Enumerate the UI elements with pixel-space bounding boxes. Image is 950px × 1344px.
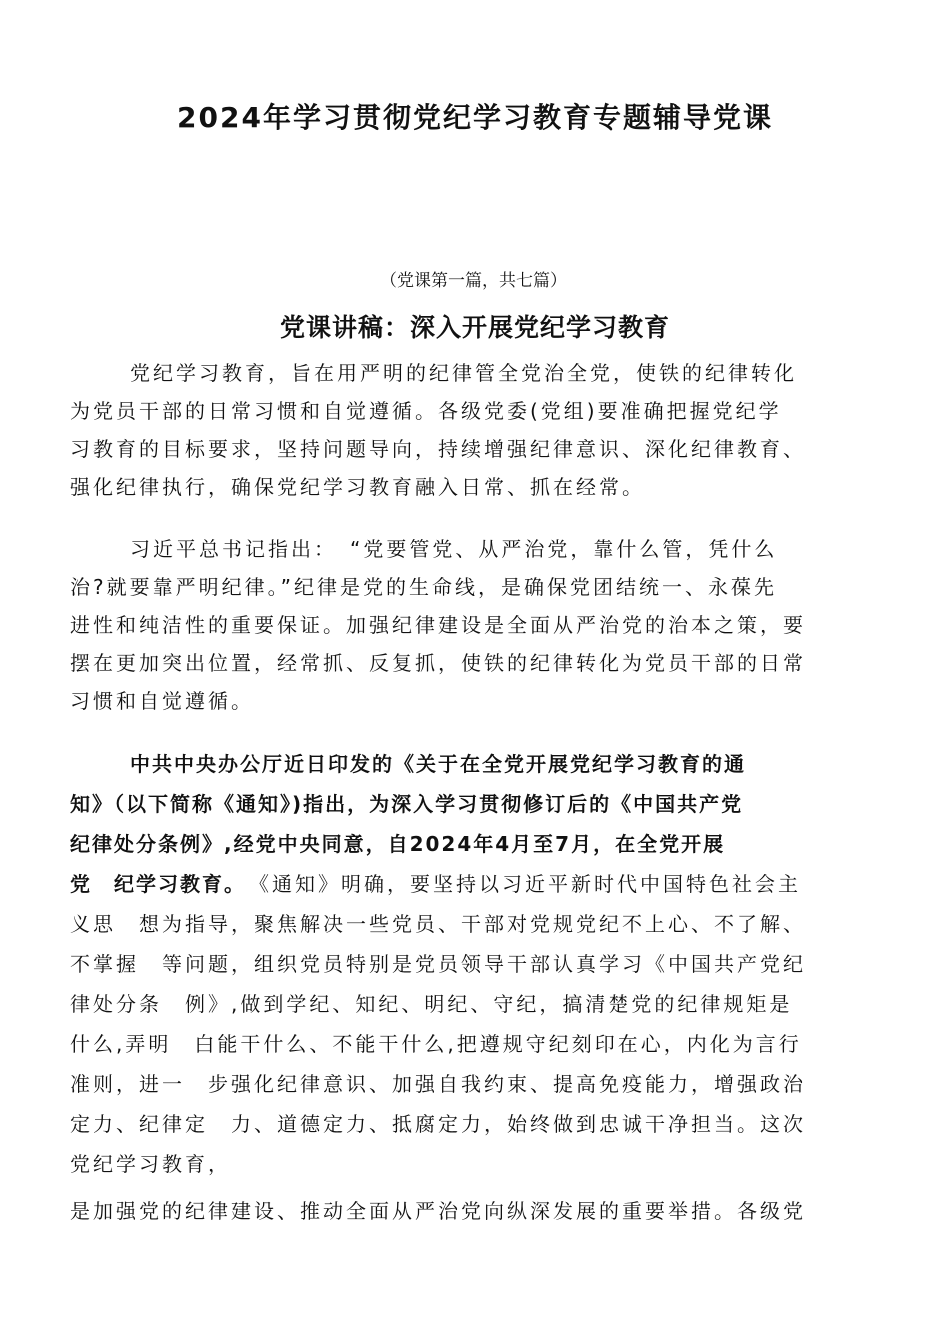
paragraph-line: 《通知》明确，要坚持以习近平新时代中国特色社会主 [259, 872, 801, 896]
document-title: 2024年学习贯彻党纪学习教育专题辅导党课 [177, 101, 773, 134]
paragraph-line-bold: 中共中央办公厅近日印发的《关于在全党开展党纪学习教育的通 [130, 752, 746, 776]
paragraph-line: 习教育的目标要求，坚持问题导向，持续增强纪律意识、深化纪律教育、 [70, 437, 806, 461]
lecture-title: 党课讲稿：深入开展党纪学习教育 [279, 313, 670, 342]
paragraph-line: 治?就要靠严明纪律。”纪律是党的生命线，是确保党团结统一、永葆先 [70, 575, 777, 599]
paragraph-line: 党纪学习教育， [70, 1152, 231, 1176]
paragraph-line: 为党员干部的日常习惯和自觉遵循。各级党委(党组)要准确把握党纪学 [70, 399, 782, 423]
paragraph-line-bold: 党 纪学习教育。 [70, 872, 236, 896]
paragraph-1 [70, 354, 880, 512]
paragraph-line: 习近平总书记指出： “党要管党、从严治党，靠什么管，凭什么 [130, 537, 778, 561]
paragraph-line: 习惯和自觉遵循。 [70, 689, 254, 713]
paragraph-2 [70, 530, 880, 726]
paragraph-line: 是加强党的纪律建设、推动全面从严治党向纵深发展的重要举措。各级党 [70, 1199, 806, 1223]
paragraph-line: 准则，进一 步强化纪律意识、加强自我约束、提高免疫能力，增强政治 [70, 1072, 806, 1096]
paragraph-line: 不掌握 等问题，组织党员特别是党员领导干部认真学习《中国共产党纪 [70, 952, 806, 976]
paragraph-line: 摆在更加突出位置，经常抓、反复抓，使铁的纪律转化为党员干部的日常 [70, 651, 806, 675]
paragraph-line: 党纪学习教育，旨在用严明的纪律管全党治全党，使铁的纪律转化 [130, 361, 797, 385]
paragraph-4 [70, 1192, 880, 1230]
paragraph-line-bold: 纪律处分条例》,经党中央同意，自2024年4月至7月，在全党开展 [70, 832, 726, 856]
paragraph-line: 定力、纪律定 力、道德定力、抵腐定力，始终做到忠诚干净担当。这次 [70, 1112, 806, 1136]
paragraph-3 [70, 744, 880, 1184]
paragraph-line: 律处分条 例》,做到学纪、知纪、明纪、守纪，搞清楚党的纪律规矩是 [70, 992, 793, 1016]
part-note: （党课第一篇，共七篇） [380, 271, 567, 291]
paragraph-line: 进性和纯洁性的重要保证。加强纪律建设是全面从严治党的治本之策，要 [70, 613, 806, 637]
paragraph-line-bold: 知》（以下简称《通知》)指出，为深入学习贯彻修订后的《中国共产党 [70, 792, 744, 816]
paragraph-line: 什么,弄明 白能干什么、不能干什么,把遵规守纪刻印在心，内化为言行 [70, 1032, 802, 1056]
paragraph-line: 强化纪律执行，确保党纪学习教育融入日常、抓在经常。 [70, 475, 645, 499]
paragraph-line: 义思 想为指导，聚焦解决一些党员、干部对党规党纪不上心、不了解、 [70, 912, 806, 936]
